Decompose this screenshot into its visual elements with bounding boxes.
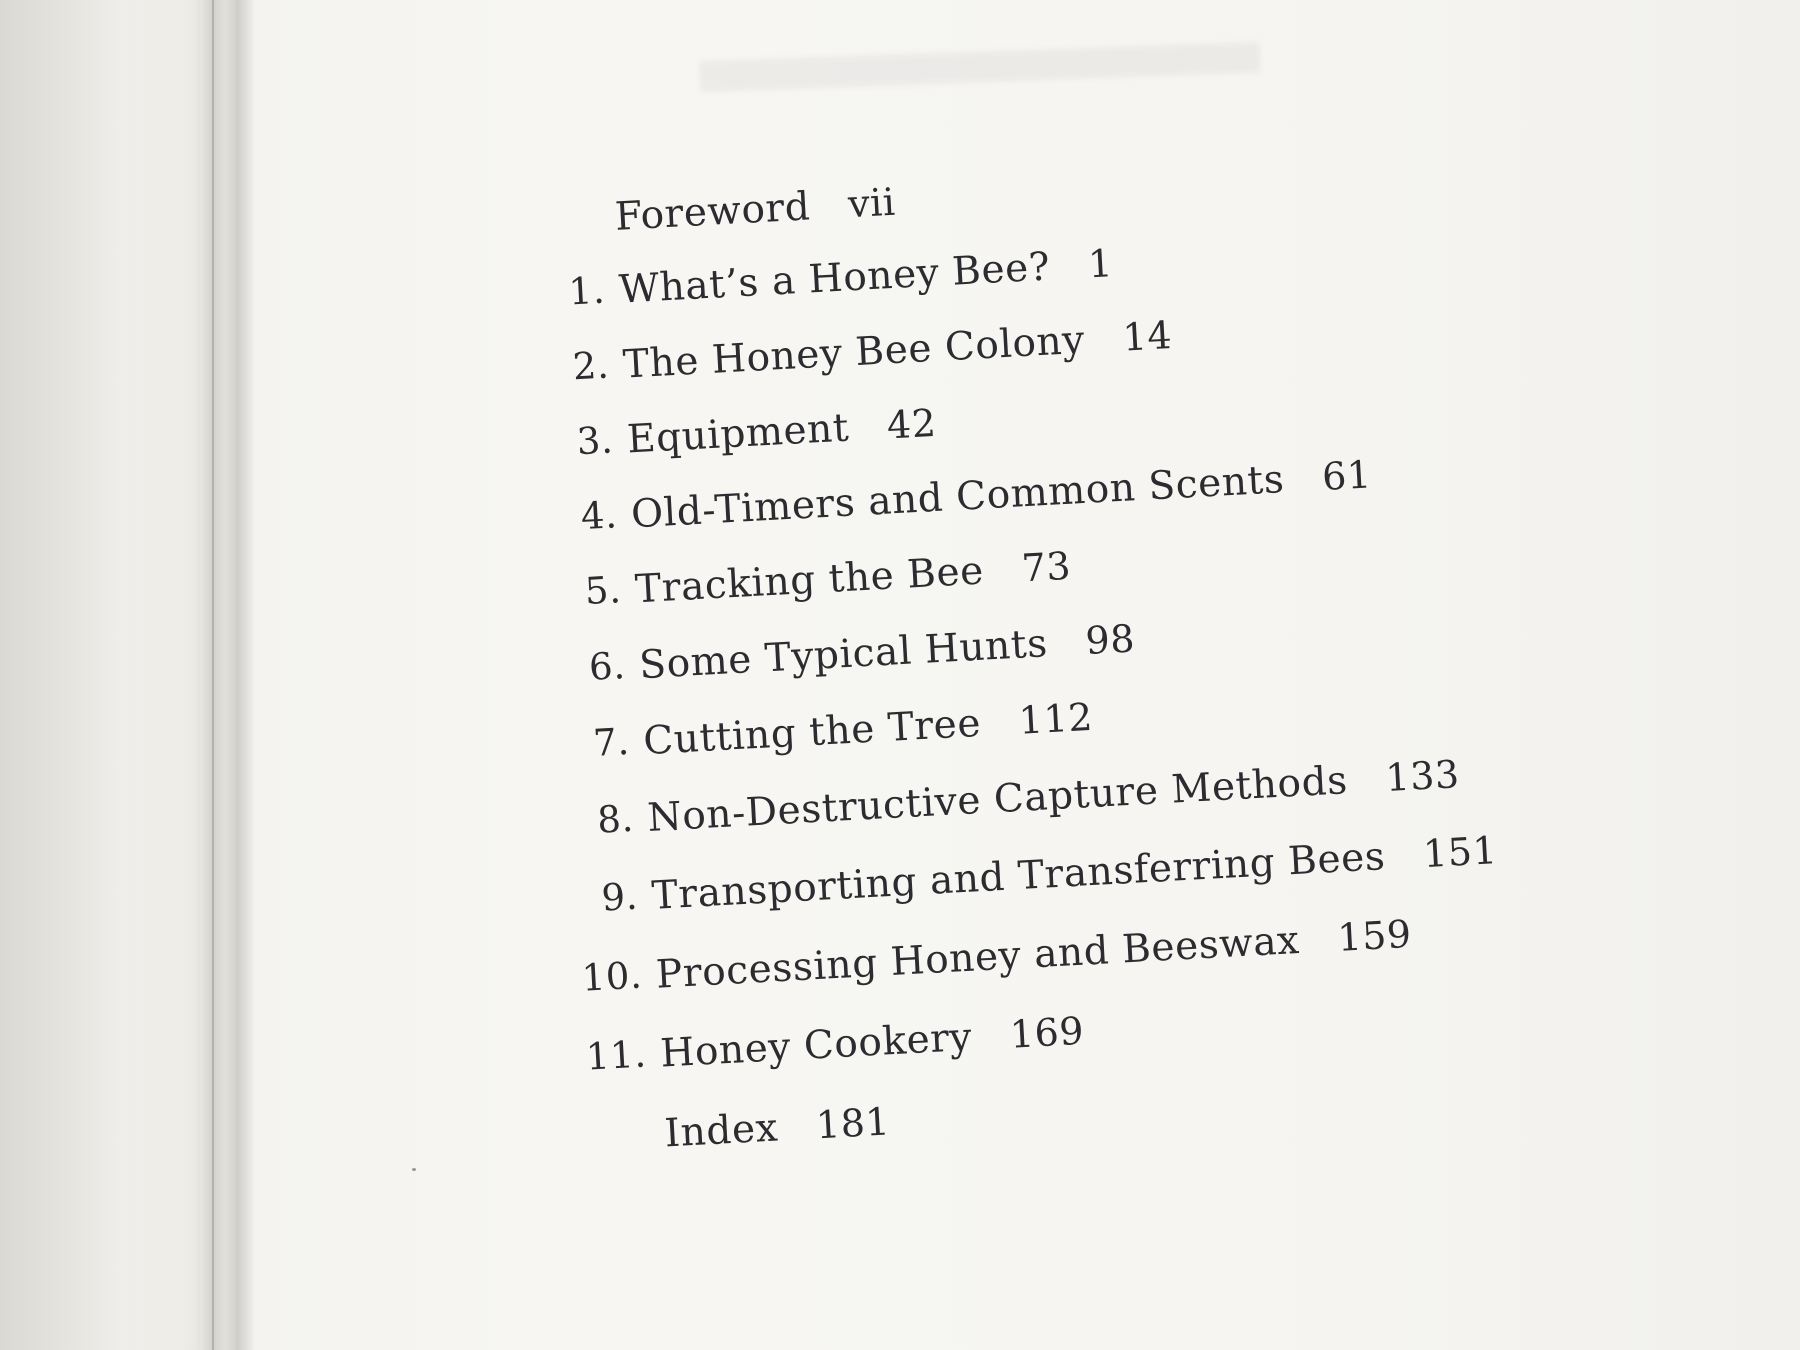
toc-entry-number: 8. xyxy=(596,796,635,842)
toc-entry-number: 6. xyxy=(587,644,627,689)
toc-entry-title: Index xyxy=(663,1105,780,1157)
toc-entry-page: 42 xyxy=(885,400,938,448)
toc-entry-page: 1 xyxy=(1086,241,1114,287)
toc-entry-index xyxy=(570,1099,892,1167)
toc-entry-page: 181 xyxy=(814,1099,892,1148)
left-page xyxy=(0,0,200,1350)
toc-entry-page: 169 xyxy=(1008,1008,1086,1057)
book-gutter xyxy=(196,0,234,1350)
toc-entry-page: 98 xyxy=(1084,616,1137,664)
toc-entry-number: 4. xyxy=(579,493,619,539)
toc-entry-title: Processing Honey and Beeswax xyxy=(654,917,1301,998)
toc-entry-page: 159 xyxy=(1336,911,1413,960)
toc-entry-title: Some Typical Hunts xyxy=(638,621,1049,689)
toc-entry-page: 73 xyxy=(1020,543,1073,591)
toc-entry-title: Non-Destructive Capture Methods xyxy=(646,758,1349,841)
toc-entry-number: 11. xyxy=(584,1032,648,1079)
toc-entry-number xyxy=(570,1112,650,1116)
toc-entry-title: Foreword xyxy=(613,184,812,240)
toc-entry-page: 133 xyxy=(1384,752,1461,801)
toc-entry-number: 7. xyxy=(592,719,631,765)
toc-entry-title: What’s a Honey Bee? xyxy=(617,244,1052,313)
toc-entry-number: 3. xyxy=(575,418,615,464)
toc-entry-number: 9. xyxy=(600,874,639,920)
toc-entry-title: Cutting the Tree xyxy=(642,700,983,765)
toc-entry-page: vii xyxy=(846,179,897,227)
toc-entry-title: The Honey Bee Colony xyxy=(621,317,1086,388)
toc-entry-number: 2. xyxy=(571,343,611,389)
toc-entry-page: 14 xyxy=(1121,312,1174,360)
toc-entry-title: Transporting and Transferring Bees xyxy=(650,834,1387,919)
toc-entry-title: Equipment xyxy=(625,405,851,463)
toc-entry-page: 112 xyxy=(1017,694,1094,743)
toc-entry-number: 10. xyxy=(580,953,644,1000)
toc-entry-number: 1. xyxy=(567,268,607,314)
show-through-heading xyxy=(700,42,1261,92)
toc-entry-page: 151 xyxy=(1422,828,1499,877)
toc-entry-title: Old-Timers and Common Scents xyxy=(629,457,1286,538)
toc-entry-page: 61 xyxy=(1321,452,1373,499)
paper-speck xyxy=(412,1168,416,1171)
table-of-contents xyxy=(520,135,1772,1198)
page-edge xyxy=(212,0,214,1350)
toc-entry-title: Tracking the Bee xyxy=(634,548,985,613)
toc-entry-title: Honey Cookery xyxy=(659,1014,974,1077)
toc-entry-number: 5. xyxy=(583,568,623,614)
